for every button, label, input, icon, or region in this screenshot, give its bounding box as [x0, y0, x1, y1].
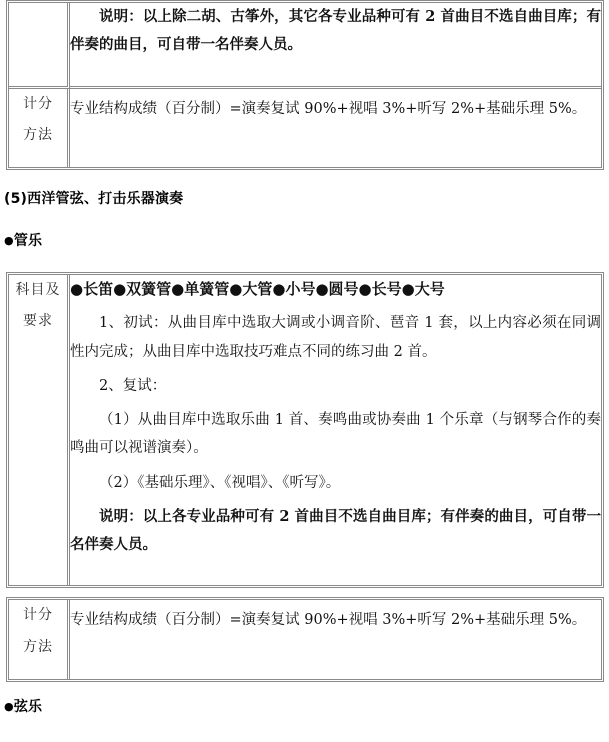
subsection-heading	[0, 230, 609, 250]
row-label-scoring	[9, 89, 70, 167]
section-heading: (5)西洋管弦、打击乐器演奏	[4, 190, 184, 207]
table-row	[9, 89, 601, 167]
row-label-empty	[9, 3, 70, 89]
row-content-scoring	[70, 600, 601, 678]
row-label-line-2: 方法	[23, 638, 53, 655]
scoring-method-table	[6, 597, 604, 681]
table-row	[9, 3, 601, 89]
table-row	[9, 275, 601, 586]
row-label-scoring	[9, 600, 70, 678]
paragraph-retest-item-2: （2）《基础乐理》、《视唱》、《听写》。	[99, 474, 341, 491]
table-row	[9, 600, 601, 678]
footer-heading-text: 弦乐	[13, 698, 43, 715]
row-label-line-1: 科目及	[15, 281, 61, 298]
cell-spacer	[70, 123, 601, 167]
cell-spacer	[70, 635, 601, 679]
cell-spacer	[70, 60, 601, 86]
spacer	[0, 682, 609, 696]
row-content-scoring	[70, 89, 601, 167]
row-label-subjects	[9, 275, 70, 586]
paragraph-note: 说明：以上各专业品种可有 2 首曲目不选自曲目库；有伴奏的曲目，可自带一名伴奏人员。	[70, 507, 601, 554]
bullet-icon: ●	[4, 699, 14, 713]
row-label-line-1: 计分	[23, 607, 53, 624]
row-label-line-2: 要求	[23, 313, 53, 330]
row-content-subjects	[70, 275, 601, 586]
paragraph-retest-item-1: （1）从曲目库中选取乐曲 1 首、奏鸣曲或协奏曲 1 个乐章（与钢琴合作的奏鸣曲可以视谱演奏）。	[70, 412, 601, 457]
paragraph-note: 说明：以上除二胡、古筝外，其它各专业品种可有 2 首曲目不选自曲目库；有伴奏的曲目，可自带一名伴奏人员。	[70, 8, 601, 54]
paragraph-score-formula: 专业结构成绩（百分制）=演奏复试 90%+视唱 3%+听写 2%+基础乐理 5%。	[70, 100, 587, 117]
spacer	[0, 588, 609, 597]
paragraph-score-formula: 专业结构成绩（百分制）=演奏复试 90%+视唱 3%+听写 2%+基础乐理 5%。	[70, 612, 587, 629]
spacer	[0, 208, 609, 230]
row-label-line-1: 计分	[23, 95, 53, 112]
paragraph-preliminary: 1、初试：从曲目库中选取大调或小调音阶、琶音 1 套，以上内容必须在同调性内完成；从曲目库中选取技巧难点不同的练习曲 2 首。	[70, 315, 601, 360]
row-label-line-2: 方法	[23, 127, 53, 144]
top-continuation-table	[6, 0, 604, 170]
paragraph-retest-title: 2、复试：	[99, 377, 167, 394]
row-content-note	[70, 3, 601, 89]
subjects-requirements-table	[6, 272, 604, 589]
instruments-list: ●长笛●双簧管●单簧管●大管●小号●圆号●长号●大号	[70, 279, 445, 298]
bullet-icon: ●	[4, 233, 14, 247]
subsection-heading-text: 管乐	[13, 232, 43, 249]
footer-heading	[0, 696, 609, 716]
cell-spacer	[70, 559, 601, 585]
spacer	[0, 170, 609, 188]
spacer	[0, 250, 609, 272]
